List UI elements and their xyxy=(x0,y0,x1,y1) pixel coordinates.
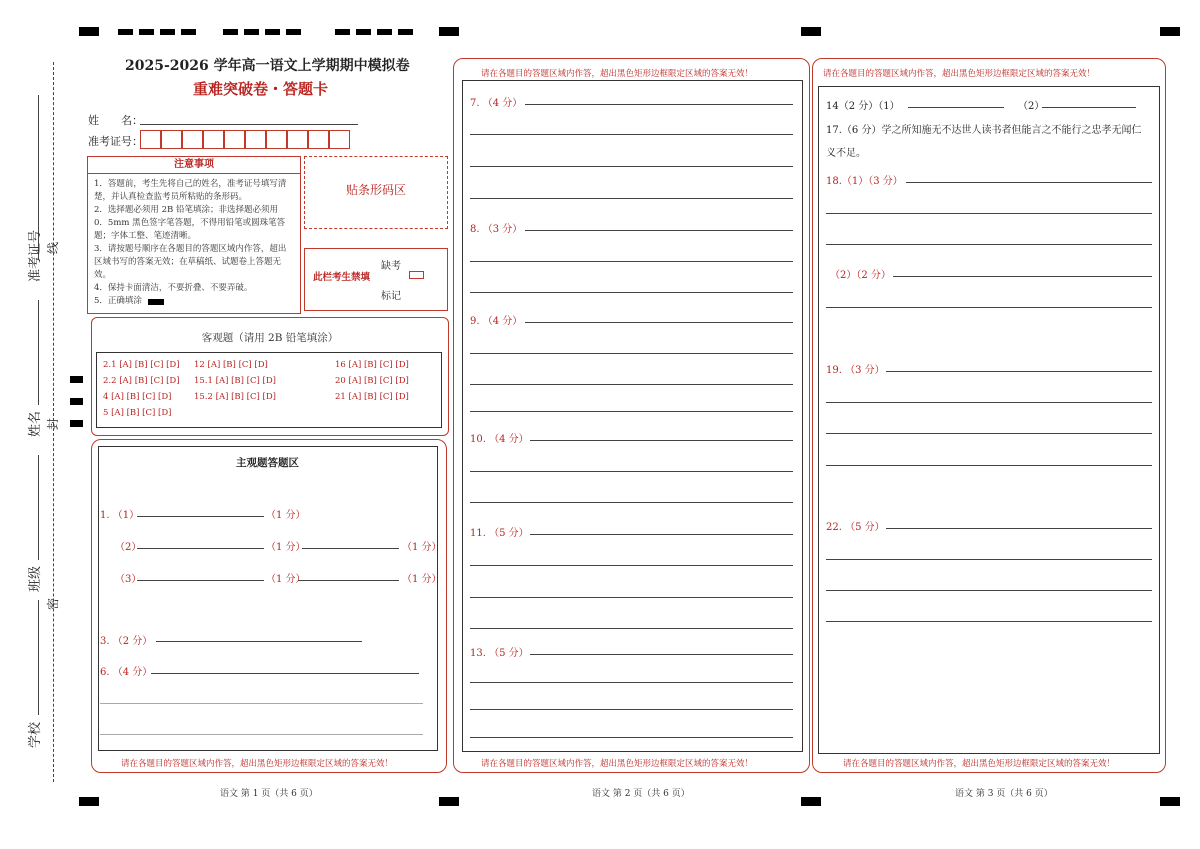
alignment-mark xyxy=(1160,797,1180,806)
option-row-21[interactable]: 21 [A] [B] [C] [D] xyxy=(335,392,409,402)
page-subtitle: 重难突破卷・答题卡 xyxy=(193,80,329,98)
option-row-2-1[interactable]: 2.1 [A] [B] [C] [D] xyxy=(103,360,180,370)
q22-line-1[interactable] xyxy=(886,528,1152,529)
q6-line-2[interactable] xyxy=(100,703,423,704)
q1-2-label: （2） xyxy=(115,542,142,553)
notice-item: 3．请按题号顺序在各题目的答题区域内作答，超出区域书写的答案无效；在草稿纸、试题卷上答题无效。 xyxy=(94,244,287,280)
q1-2-points-a: （1 分） xyxy=(266,542,306,553)
exam-id-cell[interactable] xyxy=(140,130,161,149)
q9-line-2[interactable] xyxy=(470,353,793,354)
q18-1-line-3[interactable] xyxy=(826,244,1152,245)
alignment-mark xyxy=(265,29,280,35)
option-row-5[interactable]: 5 [A] [B] [C] [D] xyxy=(103,408,172,418)
q13-label: 13. （5 分） xyxy=(470,648,529,659)
absent-box xyxy=(304,248,448,311)
alignment-mark xyxy=(1160,27,1180,36)
q17-text: 17.（6 分）学之所知施无不达世人读书者但能言之不能行之忠孝无闻仁 xyxy=(826,125,1142,136)
q7-line-1[interactable] xyxy=(525,104,793,105)
notice-item: 2．选择题必须用 2B 铅笔填涂；非选择题必须用 0．5mm 黑色签字笔答题，不得用铅笔或圆珠笔答题；字体工整、笔迹清晰。 xyxy=(94,205,286,241)
q10-line-1[interactable] xyxy=(530,440,793,441)
q22-line-2[interactable] xyxy=(826,559,1152,560)
alignment-mark xyxy=(118,29,133,35)
q6-line-1[interactable] xyxy=(151,673,419,674)
q19-label: 19. （3 分） xyxy=(826,365,885,376)
q10-line-3[interactable] xyxy=(470,502,793,503)
exam-id-cell[interactable] xyxy=(266,130,287,149)
q1-1-label: 1. （1） xyxy=(100,510,140,521)
q18-2-line-1[interactable] xyxy=(893,276,1152,277)
side-xian-label: 线 xyxy=(46,241,60,254)
q1-2-points-b: （1 分） xyxy=(402,542,442,553)
side-class-label: 班级 xyxy=(28,565,43,592)
q19-line-1[interactable] xyxy=(886,371,1152,372)
q9-line-4[interactable] xyxy=(470,411,793,412)
q8-line-3[interactable] xyxy=(470,292,793,293)
q19-line-4[interactable] xyxy=(826,465,1152,466)
notice-item: 5．正确填涂 xyxy=(94,296,142,306)
side-mi-label: 密 xyxy=(46,597,60,610)
q1-3-label: （3） xyxy=(115,574,142,585)
filled-bubble-example xyxy=(148,299,164,305)
alignment-mark xyxy=(398,29,413,35)
exam-id-label: 准考证号： xyxy=(88,135,143,148)
q3-line[interactable] xyxy=(156,641,362,642)
alignment-mark xyxy=(70,420,83,427)
q7-line-2[interactable] xyxy=(470,134,793,135)
alignment-mark xyxy=(377,29,392,35)
q3-label: 3. （2 分） xyxy=(100,636,153,647)
page1-warning: 请在各题目的答题区域内作答，超出黑色矩形边框限定区域的答案无效！ xyxy=(121,759,394,769)
alignment-mark xyxy=(439,797,459,806)
side-exam-id-label: 准考证号 xyxy=(28,229,43,282)
school-fill-line xyxy=(38,600,39,715)
q1-3-points-a: （1 分） xyxy=(266,574,306,585)
q14-2-line[interactable] xyxy=(1042,107,1136,108)
alignment-mark xyxy=(335,29,350,35)
option-row-2-2[interactable]: 2.2 [A] [B] [C] [D] xyxy=(103,376,180,386)
q22-line-4[interactable] xyxy=(826,621,1152,622)
q1-2-line-b[interactable] xyxy=(302,548,399,549)
q18-1-line-2[interactable] xyxy=(826,213,1152,214)
q13-line-3[interactable] xyxy=(470,709,793,710)
q8-label: 8. （3 分） xyxy=(470,224,523,235)
q14-1-line[interactable] xyxy=(908,107,1004,108)
q11-line-4[interactable] xyxy=(470,628,793,629)
q9-label: 9. （4 分） xyxy=(470,316,523,327)
q11-line-2[interactable] xyxy=(470,565,793,566)
page2-footer: 语文 第 2 页（共 6 页） xyxy=(592,789,690,799)
q9-line-3[interactable] xyxy=(470,384,793,385)
exam-id-cell[interactable] xyxy=(287,130,308,149)
objective-title: 客观题（请用 2B 铅笔填涂） xyxy=(201,332,339,344)
q18-2-label: （2）（2 分） xyxy=(830,270,891,281)
exam-id-cell[interactable] xyxy=(182,130,203,149)
q1-2-line-a[interactable] xyxy=(137,548,264,549)
q19-line-2[interactable] xyxy=(826,402,1152,403)
alignment-mark xyxy=(160,29,175,35)
name-label: 姓 名： xyxy=(88,114,143,127)
q7-line-3[interactable] xyxy=(470,166,793,167)
q11-line-1[interactable] xyxy=(530,534,793,535)
q1-3-line-b[interactable] xyxy=(298,580,399,581)
barcode-area-label: 贴条形码区 xyxy=(345,183,406,197)
option-row-4[interactable]: 4 [A] [B] [C] [D] xyxy=(103,392,172,402)
alignment-mark xyxy=(286,29,301,35)
q7-line-4[interactable] xyxy=(470,198,793,199)
name-input-line[interactable] xyxy=(140,124,358,125)
page2-bottom-warning: 请在各题目的答题区域内作答，超出黑色矩形边框限定区域的答案无效！ xyxy=(481,759,754,769)
absent-que-label: 缺考 xyxy=(381,261,401,272)
page3-top-warning: 请在各题目的答题区域内作答，超出黑色矩形边框限定区域的答案无效！ xyxy=(823,69,1096,79)
alignment-mark xyxy=(79,797,99,806)
q9-line-1[interactable] xyxy=(525,322,793,323)
q1-1-line[interactable] xyxy=(137,516,264,517)
notice-item: 1．答题前，考生先将自己的姓名，准考证号填写清楚，并认真检查监考员所粘贴的条形码。 xyxy=(94,179,287,202)
q22-line-3[interactable] xyxy=(826,590,1152,591)
exam-id-cell[interactable] xyxy=(329,130,350,149)
side-school-label: 学校 xyxy=(28,721,43,748)
alignment-mark xyxy=(356,29,371,35)
exam-id-cell[interactable] xyxy=(203,130,224,149)
exam-id-cell[interactable] xyxy=(245,130,266,149)
q17-text-cont: 义不足。 xyxy=(826,148,866,159)
subjective-title: 主观题答题区 xyxy=(236,457,299,469)
notice-fill-example xyxy=(94,295,294,308)
side-name-label: 姓名 xyxy=(28,410,43,437)
q6-label: 6. （4 分） xyxy=(100,667,153,678)
alignment-mark xyxy=(244,29,259,35)
notice-item: 4．保持卡面清洁，不要折叠、不要弄破。 xyxy=(94,283,253,293)
absent-checkbox[interactable] xyxy=(409,271,424,279)
notice-box xyxy=(87,156,301,314)
q13-line-4[interactable] xyxy=(470,737,793,738)
q13-line-2[interactable] xyxy=(470,682,793,683)
q8-line-2[interactable] xyxy=(470,261,793,262)
absent-biaoji-label: 标记 xyxy=(381,291,401,302)
absent-label: 此栏考生禁填 xyxy=(313,272,371,283)
alignment-mark xyxy=(70,376,83,383)
q11-label: 11. （5 分） xyxy=(470,528,529,539)
option-row-12[interactable]: 12 [A] [B] [C] [D] xyxy=(194,360,268,370)
q1-1-points: （1 分） xyxy=(266,510,306,521)
option-row-16[interactable]: 16 [A] [B] [C] [D] xyxy=(335,360,409,370)
option-row-15-2[interactable]: 15.2 [A] [B] [C] [D] xyxy=(194,392,276,402)
q18-2-line-2[interactable] xyxy=(826,307,1152,308)
subjective-answer-box xyxy=(98,446,438,751)
alignment-mark xyxy=(79,27,99,36)
alignment-mark xyxy=(801,797,821,806)
page1-footer: 语文 第 1 页（共 6 页） xyxy=(220,789,318,799)
exam-id-cell[interactable] xyxy=(161,130,182,149)
option-row-20[interactable]: 20 [A] [B] [C] [D] xyxy=(335,376,409,386)
option-row-15-1[interactable]: 15.1 [A] [B] [C] [D] xyxy=(194,376,276,386)
page2-top-warning: 请在各题目的答题区域内作答，超出黑色矩形边框限定区域的答案无效！ xyxy=(481,69,754,79)
side-feng-label: 封 xyxy=(46,417,60,430)
alignment-mark xyxy=(70,398,83,405)
q22-label: 22. （5 分） xyxy=(826,522,885,533)
alignment-mark xyxy=(181,29,196,35)
q14-label: 14（2 分）（1） xyxy=(826,101,900,112)
page3-bottom-warning: 请在各题目的答题区域内作答，超出黑色矩形边框限定区域的答案无效！ xyxy=(843,759,1116,769)
exam-id-cell[interactable] xyxy=(308,130,329,149)
exam-id-cell[interactable] xyxy=(224,130,245,149)
q18-1-line-1[interactable] xyxy=(906,182,1152,183)
q10-label: 10. （4 分） xyxy=(470,434,529,445)
alignment-mark xyxy=(801,27,821,36)
name-fill-line xyxy=(38,300,39,405)
alignment-mark xyxy=(223,29,238,35)
q11-line-3[interactable] xyxy=(470,597,793,598)
q7-label: 7. （4 分） xyxy=(470,98,523,109)
page-title: 2025-2026 学年高一语文上学期期中模拟卷 xyxy=(125,58,410,74)
q10-line-2[interactable] xyxy=(470,471,793,472)
q1-3-points-b: （1 分） xyxy=(402,574,442,585)
page3-footer: 语文 第 3 页（共 6 页） xyxy=(955,789,1053,799)
q8-line-1[interactable] xyxy=(525,230,793,231)
alignment-mark xyxy=(439,27,459,36)
q6-line-3[interactable] xyxy=(100,734,423,735)
alignment-mark xyxy=(139,29,154,35)
q1-3-line-a[interactable] xyxy=(137,580,264,581)
notice-title: 注意事项 xyxy=(88,157,300,174)
q13-line-1[interactable] xyxy=(530,654,793,655)
class-fill-line xyxy=(38,455,39,560)
q18-1-label: 18.（1）（3 分） xyxy=(826,176,903,187)
barcode-area xyxy=(304,156,448,229)
q14-2-label: （2） xyxy=(1018,101,1045,112)
q19-line-3[interactable] xyxy=(826,433,1152,434)
